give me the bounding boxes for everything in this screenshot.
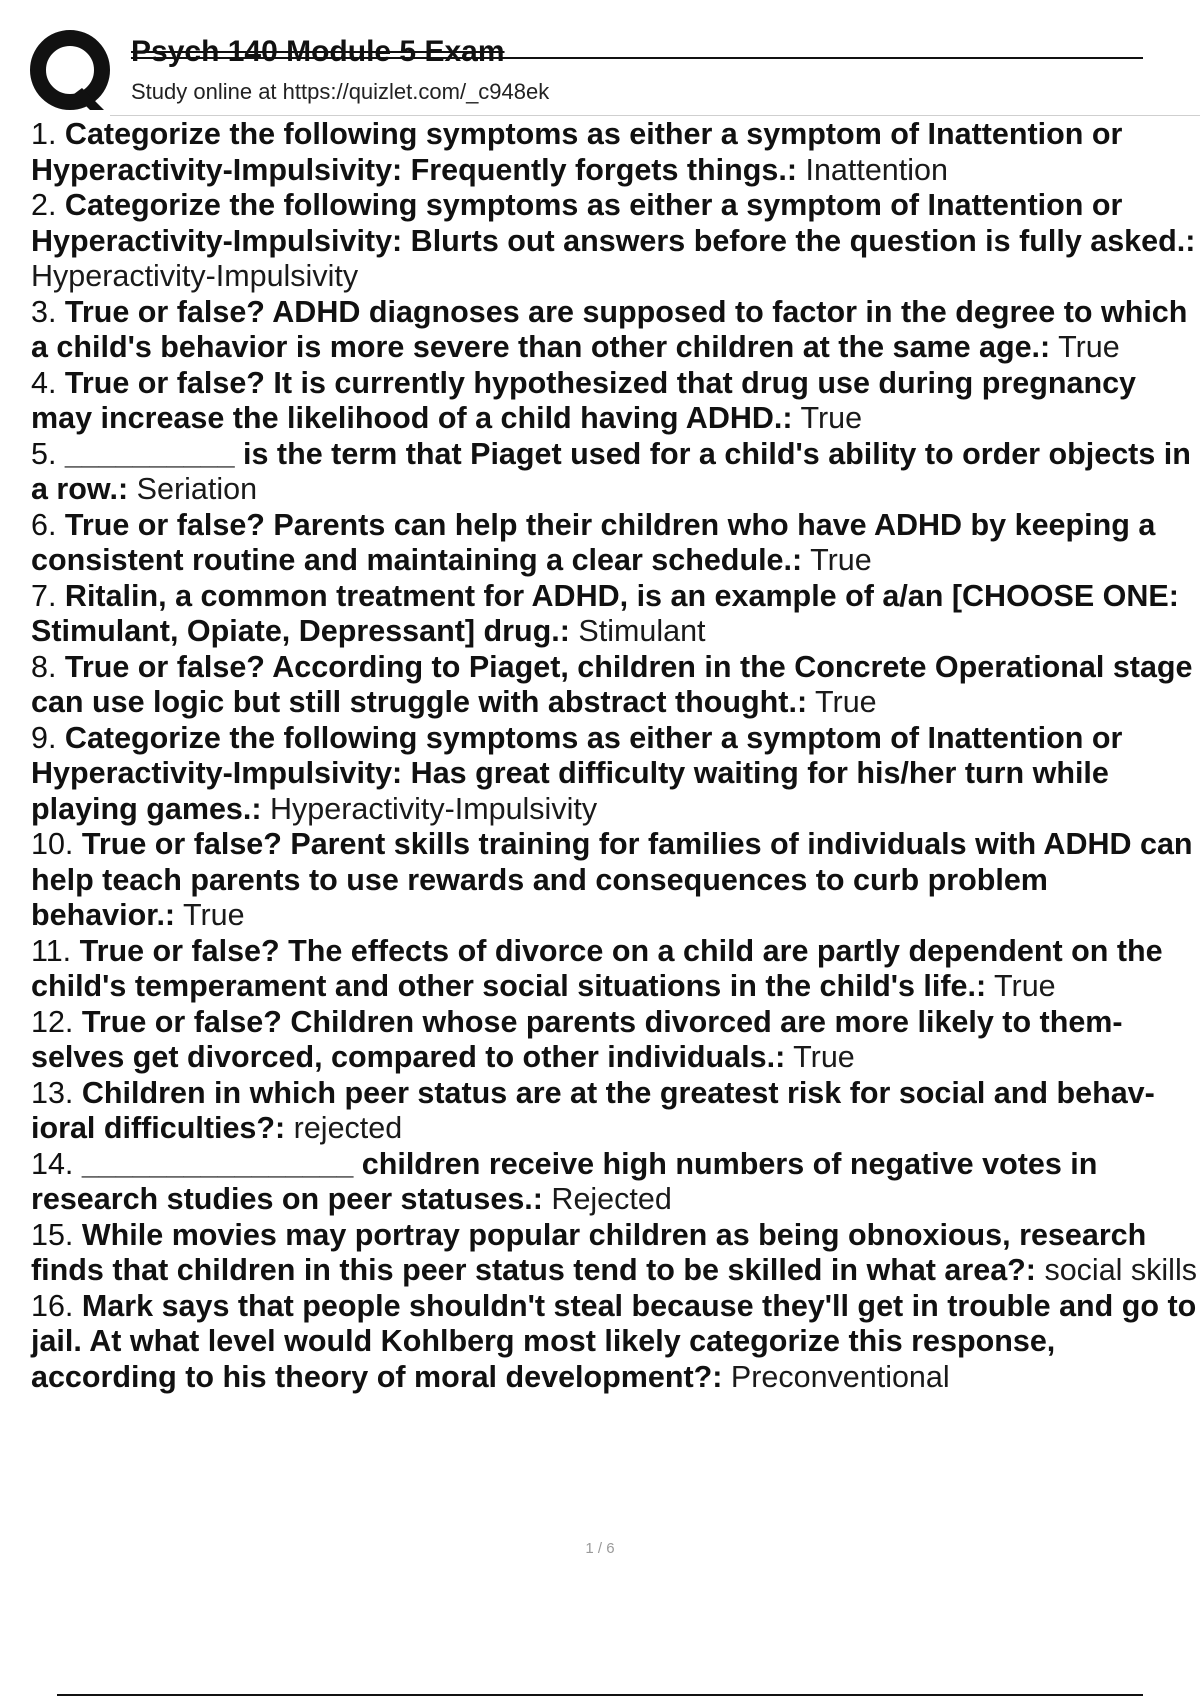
list-item (31, 721, 1200, 828)
answer-text: Inattention (805, 152, 948, 187)
question-text: Children in which peer status are at the greatest risk for social and behav- ioral difficulties?: (31, 1075, 1155, 1145)
list-item (31, 1076, 1200, 1147)
list-item (31, 1218, 1200, 1289)
item-number: 15. (31, 1217, 74, 1252)
item-number: 14. (31, 1146, 74, 1181)
item-number: 10. (31, 827, 74, 861)
question-text: True or false? Children whose parents divorced are more likely to them- selves get divorced, compared to other individuals.: (31, 1004, 1123, 1074)
list-item (31, 366, 1200, 437)
list-item (31, 827, 1200, 934)
answer-text: True (1058, 330, 1120, 364)
question-text: Mark says that people shouldn't steal because they'll get in trouble and go to jail. At what level would Kohlberg most likely categorize this response, according to his theory of moral development?: (31, 1288, 1197, 1394)
question-text: True or false? The effects of divorce on a child are partly dependent on the child's temperament and other social situations in the child's life.: (31, 933, 1163, 1003)
quizlet-logo-icon (30, 30, 114, 114)
item-number: 5. (31, 436, 57, 471)
question-text: True or false? ADHD diagnoses are supposed to factor in the degree to which a child's behavior is more severe than other children at the same age.: (31, 294, 1188, 364)
item-number: 7. (31, 578, 57, 613)
list-item (31, 117, 1200, 188)
header-divider (110, 115, 1200, 116)
question-text: True or false? Parents can help their children who have ADHD by keeping a consistent routine and maintaining a clear schedule.: (31, 507, 1156, 577)
question-text: True or false? Parent skills training for families of individuals with ADHD can help teach parents to use rewards and consequences to curb problem behavior.: (31, 827, 1193, 932)
answer-text: social skills (1044, 1253, 1197, 1287)
answer-text: Hyperactivity-Impulsivity (31, 259, 359, 293)
item-number: 12. (31, 1004, 74, 1039)
question-text: Categorize the following symptoms as either a symptom of Inattention or Hyperactivity-Impulsivity: Blurts out answers before the question is fully asked.: (31, 188, 1196, 258)
item-number: 6. (31, 507, 57, 542)
item-number: 2. (31, 188, 57, 222)
list-item (31, 579, 1200, 650)
item-number: 16. (31, 1288, 74, 1323)
question-text: While movies may portray popular children as being obnoxious, research finds that children in this peer status tend to be skilled in what area?: (31, 1217, 1147, 1287)
answer-text: rejected (293, 1111, 403, 1145)
list-item (31, 508, 1200, 579)
list-item (31, 1289, 1200, 1396)
footer-divider (57, 1694, 1143, 1696)
list-item (31, 188, 1200, 295)
question-text: Ritalin, a common treatment for ADHD, is an example of a/an [CHOOSE ONE: Stimulant, Opiate, Depressant] drug.: (31, 578, 1179, 648)
item-number: 9. (31, 720, 57, 755)
question-text: Categorize the following symptoms as either a symptom of Inattention or Hyperactivity-Impulsivity: Frequently forgets things.: (31, 117, 1123, 187)
title-rule (131, 57, 1143, 59)
question-text: True or false? It is currently hypothesized that drug use during pregnancy may increase the likelihood of a child having ADHD.: (31, 365, 1136, 435)
answer-text: True (815, 685, 877, 719)
list-item (31, 650, 1200, 721)
answer-text: Seriation (136, 472, 258, 506)
question-text: ________________ children receive high numbers of negative votes in research studies on peer statuses.: (31, 1146, 1098, 1216)
item-number: 1. (31, 117, 57, 151)
page-title: Psych 140 Module 5 Exam (131, 35, 505, 68)
answer-text: True (793, 1040, 855, 1074)
item-number: 13. (31, 1075, 74, 1110)
list-item (31, 1147, 1200, 1218)
answer-text: True (183, 898, 245, 932)
answer-text: Rejected (551, 1182, 672, 1216)
answer-text: Stimulant (578, 614, 706, 648)
answer-text: Preconventional (730, 1359, 950, 1394)
item-number: 8. (31, 649, 57, 684)
answer-text: Hyperactivity-Impulsivity (270, 791, 598, 826)
question-text: Categorize the following symptoms as either a symptom of Inattention or Hyperactivity-Impulsivity: Has great difficulty waiting for his/her turn while playing games.: (31, 720, 1123, 826)
question-text: True or false? According to Piaget, children in the Concrete Operational stage can use logic but still struggle with abstract thought.: (31, 649, 1193, 719)
list-item (31, 295, 1200, 366)
list-item (31, 1005, 1200, 1076)
item-number: 11. (31, 933, 72, 968)
answer-text: True (800, 401, 863, 435)
answer-text: True (994, 969, 1056, 1003)
question-text: __________ is the term that Piaget used for a child's ability to order objects in a row.: (31, 436, 1191, 506)
item-number: 4. (31, 365, 57, 400)
list-item (31, 437, 1200, 508)
item-number: 3. (31, 294, 57, 329)
page-indicator: 1 / 6 (585, 1540, 615, 1557)
qa-list (31, 117, 1200, 1395)
document-header (0, 0, 1200, 118)
study-online-link[interactable]: Study online at https://quizlet.com/_c948ek (131, 79, 550, 104)
list-item (31, 934, 1200, 1005)
answer-text: True (810, 543, 872, 577)
